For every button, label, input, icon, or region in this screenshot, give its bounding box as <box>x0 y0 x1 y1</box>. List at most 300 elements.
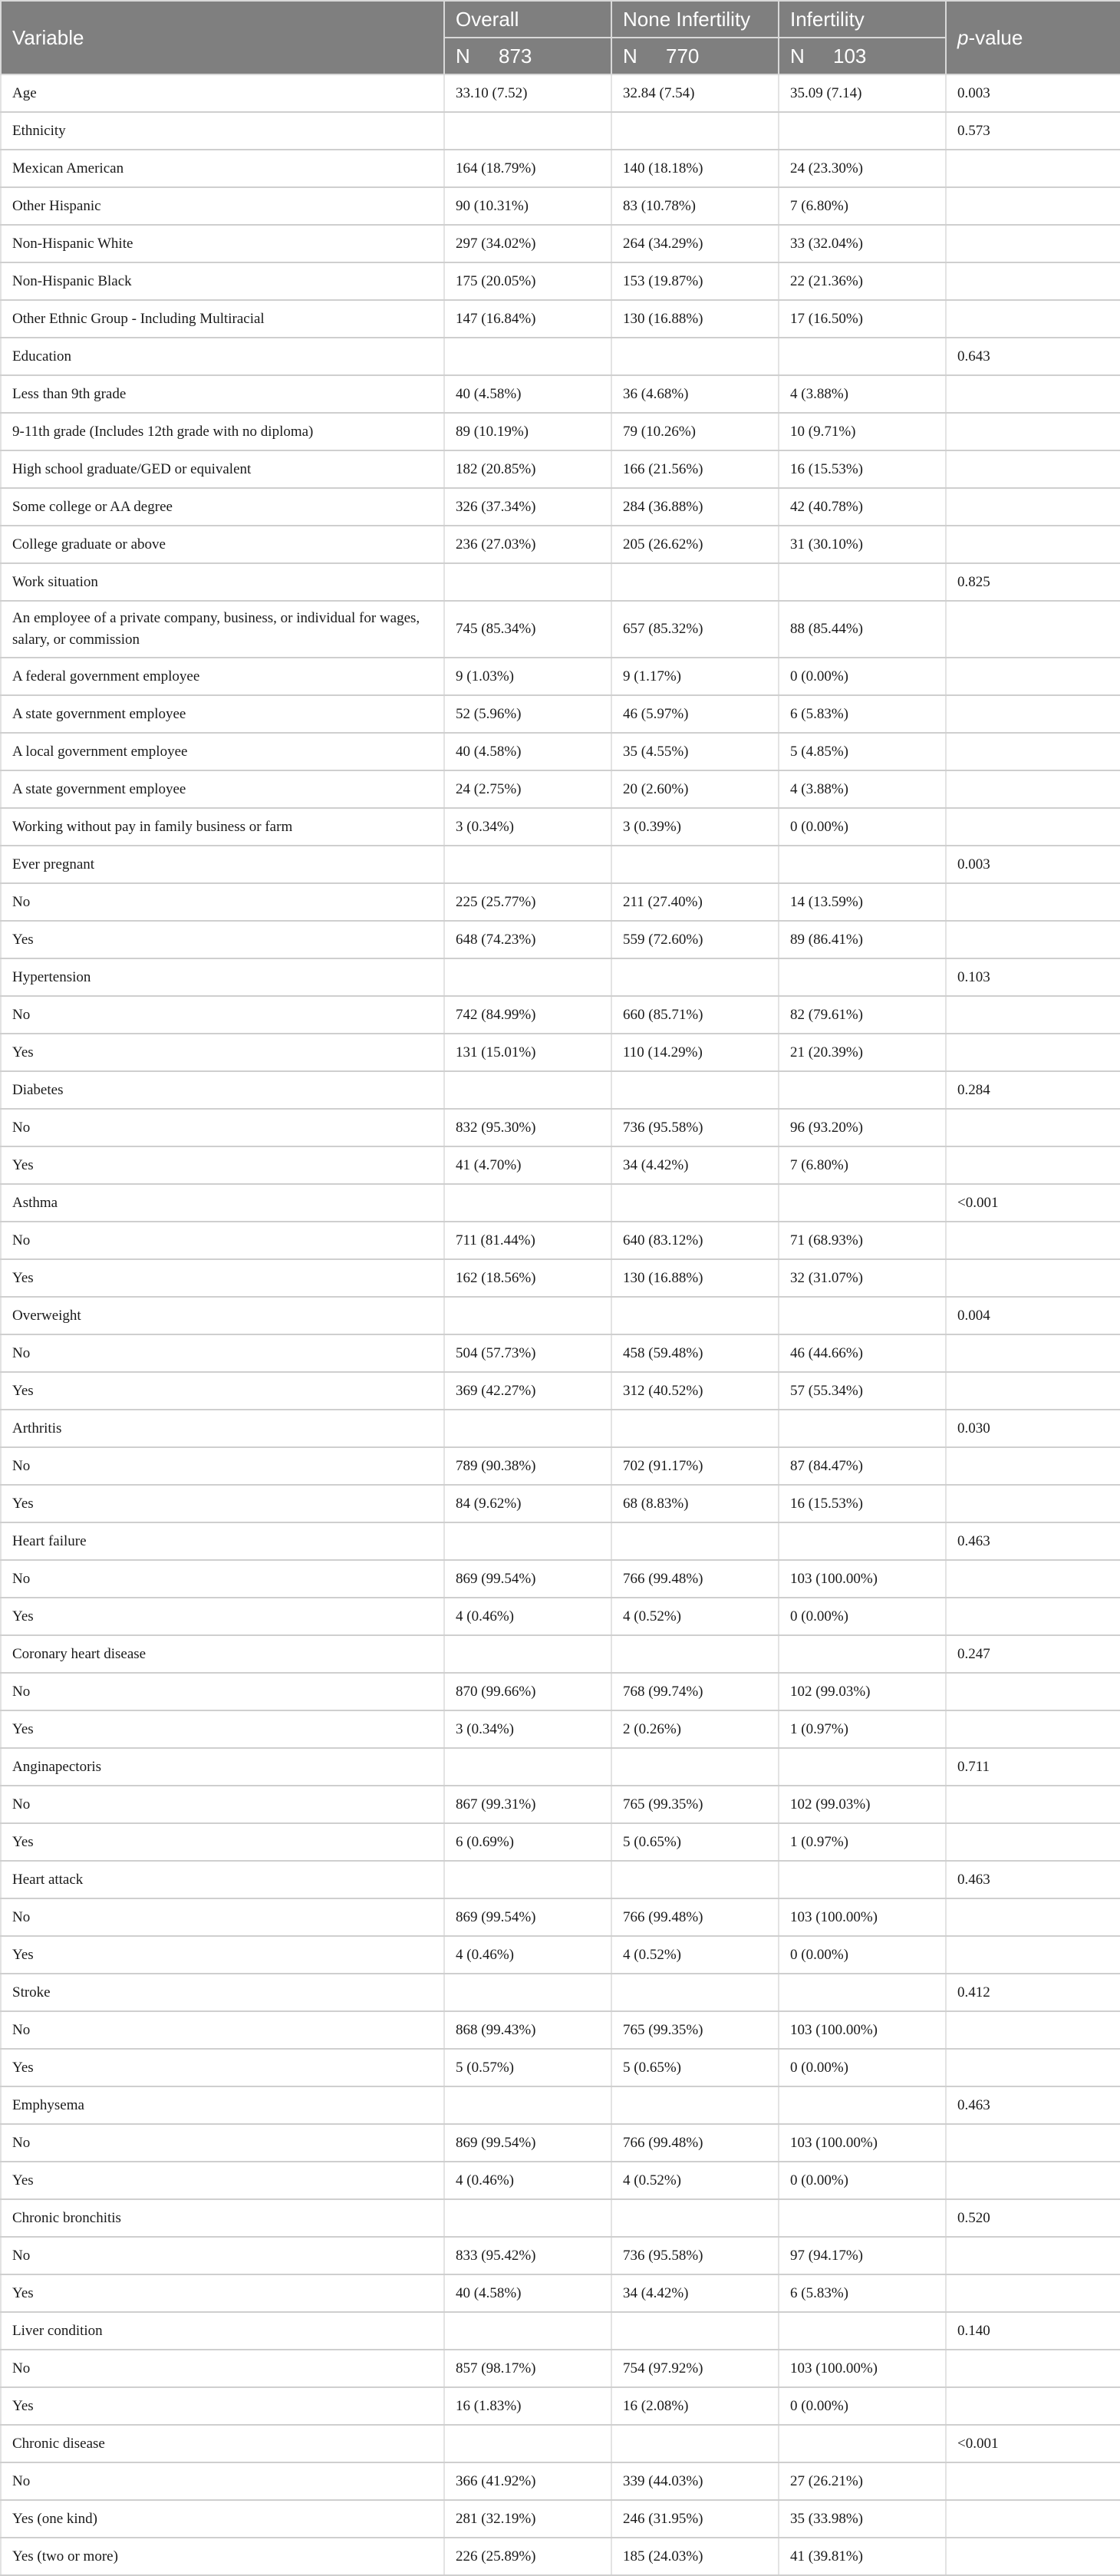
none-infertility-cell: 36 (4.68%) <box>611 375 779 413</box>
variable-cell: Yes <box>1 1485 444 1522</box>
none-infertility-cell <box>611 112 779 150</box>
infertility-cell <box>779 563 946 601</box>
variable-cell: No <box>1 1898 444 1936</box>
none-infertility-cell: 559 (72.60%) <box>611 921 779 958</box>
variable-cell: Stroke <box>1 1974 444 2011</box>
p-value-cell: 0.003 <box>946 74 1120 112</box>
infertility-cell: 97 (94.17%) <box>779 2237 946 2274</box>
variable-cell: Yes <box>1 1936 444 1974</box>
none-infertility-cell: 660 (85.71%) <box>611 996 779 1034</box>
overall-cell: 504 (57.73%) <box>444 1334 611 1372</box>
infertility-cell <box>779 1974 946 2011</box>
variable-cell: Ever pregnant <box>1 846 444 883</box>
none-infertility-cell: 34 (4.42%) <box>611 1146 779 1184</box>
none-infertility-cell: 736 (95.58%) <box>611 1109 779 1146</box>
none-infertility-cell: 185 (24.03%) <box>611 2538 779 2575</box>
infertility-cell: 0 (0.00%) <box>779 2049 946 2086</box>
variable-cell: Overweight <box>1 1297 444 1334</box>
infertility-cell: 0 (0.00%) <box>779 1598 946 1635</box>
infertility-cell: 103 (100.00%) <box>779 2350 946 2387</box>
none-infertility-cell <box>611 2199 779 2237</box>
table-row <box>1 1297 1120 1334</box>
p-value-cell <box>946 2011 1120 2049</box>
none-infertility-cell: 765 (99.35%) <box>611 2011 779 2049</box>
variable-cell: No <box>1 2462 444 2500</box>
table-row <box>1 770 1120 808</box>
table-row <box>1 1598 1120 1635</box>
p-value-cell <box>946 658 1120 695</box>
infertility-cell: 10 (9.71%) <box>779 413 946 450</box>
p-value-cell <box>946 375 1120 413</box>
table-row <box>1 1259 1120 1297</box>
overall-cell: 3 (0.34%) <box>444 808 611 846</box>
p-value-cell: 0.825 <box>946 563 1120 601</box>
overall-cell: 16 (1.83%) <box>444 2387 611 2425</box>
p-value-cell: 0.463 <box>946 1861 1120 1898</box>
variable-cell: Yes <box>1 1259 444 1297</box>
overall-cell: 175 (20.05%) <box>444 262 611 300</box>
none-infertility-cell: 2 (0.26%) <box>611 1710 779 1748</box>
table-row <box>1 1372 1120 1410</box>
table-row <box>1 1146 1120 1184</box>
p-value-cell <box>946 150 1120 187</box>
overall-cell: 5 (0.57%) <box>444 2049 611 2086</box>
variable-cell: Hypertension <box>1 958 444 996</box>
p-value-cell <box>946 1372 1120 1410</box>
table-row <box>1 413 1120 450</box>
infertility-cell: 16 (15.53%) <box>779 450 946 488</box>
p-value-cell <box>946 1823 1120 1861</box>
p-value-cell <box>946 1898 1120 1936</box>
infertility-cell: 103 (100.00%) <box>779 2124 946 2162</box>
overall-cell: 326 (37.34%) <box>444 488 611 526</box>
overall-cell: 857 (98.17%) <box>444 2350 611 2387</box>
infertility-cell: 46 (44.66%) <box>779 1334 946 1372</box>
p-value-cell <box>946 2237 1120 2274</box>
infertility-cell: 1 (0.97%) <box>779 1823 946 1861</box>
infertility-cell: 33 (32.04%) <box>779 225 946 262</box>
table-row <box>1 808 1120 846</box>
variable-cell: 9-11th grade (Includes 12th grade with no diploma) <box>1 413 444 450</box>
variable-cell: No <box>1 2237 444 2274</box>
variable-cell: No <box>1 1109 444 1146</box>
infertility-cell: 102 (99.03%) <box>779 1786 946 1823</box>
variable-cell: No <box>1 1673 444 1710</box>
table-row <box>1 1936 1120 1974</box>
overall-cell <box>444 1861 611 1898</box>
table-row <box>1 1522 1120 1560</box>
p-value-cell <box>946 450 1120 488</box>
overall-cell: 225 (25.77%) <box>444 883 611 921</box>
none-infertility-cell: 766 (99.48%) <box>611 2124 779 2162</box>
overall-cell: 867 (99.31%) <box>444 1786 611 1823</box>
variable-cell: Yes (two or more) <box>1 2538 444 2575</box>
overall-cell: 869 (99.54%) <box>444 1898 611 1936</box>
p-value-cell <box>946 2538 1120 2575</box>
p-value-cell <box>946 733 1120 770</box>
p-value-cell <box>946 413 1120 450</box>
none-infertility-cell: 3 (0.39%) <box>611 808 779 846</box>
variable-cell: Other Hispanic <box>1 187 444 225</box>
none-infertility-cell <box>611 1184 779 1222</box>
table-row <box>1 488 1120 526</box>
infertility-cell <box>779 2086 946 2124</box>
overall-cell: 162 (18.56%) <box>444 1259 611 1297</box>
p-value-cell <box>946 488 1120 526</box>
table-row <box>1 150 1120 187</box>
none-infertility-cell: 68 (8.83%) <box>611 1485 779 1522</box>
variable-cell: Chronic disease <box>1 2425 444 2462</box>
none-infertility-cell: 768 (99.74%) <box>611 1673 779 1710</box>
variable-cell: Arthritis <box>1 1410 444 1447</box>
infertility-cell <box>779 1184 946 1222</box>
table-row <box>1 2312 1120 2350</box>
overall-cell: 648 (74.23%) <box>444 921 611 958</box>
p-value-cell <box>946 187 1120 225</box>
table-row <box>1 112 1120 150</box>
table-row <box>1 883 1120 921</box>
overall-cell <box>444 958 611 996</box>
variable-cell: Emphysema <box>1 2086 444 2124</box>
p-value-cell <box>946 770 1120 808</box>
variable-cell: Ethnicity <box>1 112 444 150</box>
variable-cell: No <box>1 1222 444 1259</box>
infertility-cell <box>779 2199 946 2237</box>
table-row <box>1 225 1120 262</box>
none-infertility-cell: 32.84 (7.54) <box>611 74 779 112</box>
p-value-cell <box>946 2387 1120 2425</box>
variable-cell: No <box>1 1786 444 1823</box>
overall-cell: 131 (15.01%) <box>444 1034 611 1071</box>
overall-cell: 833 (95.42%) <box>444 2237 611 2274</box>
variable-cell: Yes <box>1 1372 444 1410</box>
none-infertility-cell: 166 (21.56%) <box>611 450 779 488</box>
none-infertility-cell: 702 (91.17%) <box>611 1447 779 1485</box>
p-value-cell: 0.463 <box>946 1522 1120 1560</box>
table-row <box>1 300 1120 338</box>
infertility-cell: 41 (39.81%) <box>779 2538 946 2575</box>
none-infertility-cell <box>611 1297 779 1334</box>
none-infertility-cell: 130 (16.88%) <box>611 300 779 338</box>
overall-cell <box>444 2312 611 2350</box>
p-value-cell: 0.284 <box>946 1071 1120 1109</box>
overall-cell: 90 (10.31%) <box>444 187 611 225</box>
none-infertility-cell <box>611 846 779 883</box>
table-row <box>1 526 1120 563</box>
overall-cell: 226 (25.89%) <box>444 2538 611 2575</box>
table-row <box>1 338 1120 375</box>
none-infertility-cell: 205 (26.62%) <box>611 526 779 563</box>
overall-cell: 40 (4.58%) <box>444 2274 611 2312</box>
header-p-suffix: -value <box>968 25 1023 49</box>
overall-cell <box>444 846 611 883</box>
p-value-cell <box>946 1673 1120 1710</box>
table-row <box>1 563 1120 601</box>
table-row <box>1 1034 1120 1071</box>
table-row <box>1 996 1120 1034</box>
infertility-cell: 0 (0.00%) <box>779 2387 946 2425</box>
n-label: N <box>623 44 637 68</box>
overall-cell: 147 (16.84%) <box>444 300 611 338</box>
none-infertility-cell: 284 (36.88%) <box>611 488 779 526</box>
overall-cell <box>444 1974 611 2011</box>
p-value-cell <box>946 225 1120 262</box>
table-row <box>1 1635 1120 1673</box>
overall-cell: 742 (84.99%) <box>444 996 611 1034</box>
infertility-cell: 7 (6.80%) <box>779 187 946 225</box>
none-infertility-cell: 153 (19.87%) <box>611 262 779 300</box>
infertility-cell: 102 (99.03%) <box>779 1673 946 1710</box>
table-row <box>1 262 1120 300</box>
none-infertility-cell: 110 (14.29%) <box>611 1034 779 1071</box>
overall-cell: 40 (4.58%) <box>444 375 611 413</box>
table-row <box>1 450 1120 488</box>
table-row <box>1 601 1120 658</box>
table-row <box>1 921 1120 958</box>
overall-cell <box>444 2425 611 2462</box>
table-row <box>1 1222 1120 1259</box>
infertility-cell: 71 (68.93%) <box>779 1222 946 1259</box>
table-row <box>1 1447 1120 1485</box>
variable-cell: Chronic bronchitis <box>1 2199 444 2237</box>
infertility-cell: 88 (85.44%) <box>779 601 946 658</box>
overall-cell: 236 (27.03%) <box>444 526 611 563</box>
variable-cell: Age <box>1 74 444 112</box>
table-row <box>1 1184 1120 1222</box>
table-row <box>1 2462 1120 2500</box>
table-row <box>1 1673 1120 1710</box>
overall-cell: 4 (0.46%) <box>444 1598 611 1635</box>
header-p-italic: p <box>957 25 969 49</box>
p-value-cell <box>946 1598 1120 1635</box>
p-value-cell: 0.520 <box>946 2199 1120 2237</box>
overall-cell <box>444 338 611 375</box>
none-infertility-cell: 34 (4.42%) <box>611 2274 779 2312</box>
none-infertility-cell: 79 (10.26%) <box>611 413 779 450</box>
none-infertility-cell <box>611 338 779 375</box>
none-infertility-cell: 4 (0.52%) <box>611 1598 779 1635</box>
table-row <box>1 2425 1120 2462</box>
variable-cell: No <box>1 996 444 1034</box>
header-n-infertility <box>779 38 946 74</box>
infertility-cell: 5 (4.85%) <box>779 733 946 770</box>
table-row <box>1 2538 1120 2575</box>
table-row <box>1 1861 1120 1898</box>
p-value-cell <box>946 695 1120 733</box>
overall-cell: 869 (99.54%) <box>444 1560 611 1598</box>
overall-cell: 40 (4.58%) <box>444 733 611 770</box>
table-row <box>1 733 1120 770</box>
infertility-cell <box>779 338 946 375</box>
infertility-cell: 22 (21.36%) <box>779 262 946 300</box>
overall-cell: 33.10 (7.52) <box>444 74 611 112</box>
header-overall: Overall <box>444 1 611 38</box>
none-infertility-cell: 20 (2.60%) <box>611 770 779 808</box>
table-row <box>1 187 1120 225</box>
variable-cell: Yes <box>1 1146 444 1184</box>
p-value-cell <box>946 2162 1120 2199</box>
overall-cell: 6 (0.69%) <box>444 1823 611 1861</box>
overall-cell: 89 (10.19%) <box>444 413 611 450</box>
none-infertility-cell: 766 (99.48%) <box>611 1560 779 1598</box>
header-variable: Variable <box>1 1 444 74</box>
p-value-cell: 0.004 <box>946 1297 1120 1334</box>
infertility-cell: 6 (5.83%) <box>779 2274 946 2312</box>
p-value-cell: 0.103 <box>946 958 1120 996</box>
overall-cell: 789 (90.38%) <box>444 1447 611 1485</box>
overall-cell: 869 (99.54%) <box>444 2124 611 2162</box>
variable-cell: Yes <box>1 2274 444 2312</box>
overall-cell: 3 (0.34%) <box>444 1710 611 1748</box>
table-row <box>1 74 1120 112</box>
table-row <box>1 2162 1120 2199</box>
infertility-cell: 35.09 (7.14) <box>779 74 946 112</box>
p-value-cell <box>946 1334 1120 1372</box>
infertility-cell: 103 (100.00%) <box>779 1560 946 1598</box>
none-infertility-cell <box>611 1861 779 1898</box>
table-row <box>1 846 1120 883</box>
infertility-cell <box>779 2312 946 2350</box>
infertility-cell: 0 (0.00%) <box>779 2162 946 2199</box>
n-value: 770 <box>666 44 700 68</box>
none-infertility-cell: 766 (99.48%) <box>611 1898 779 1936</box>
p-value-cell: <0.001 <box>946 2425 1120 2462</box>
variable-cell: Liver condition <box>1 2312 444 2350</box>
variable-cell: No <box>1 883 444 921</box>
table-row <box>1 1786 1120 1823</box>
variable-cell: No <box>1 2011 444 2049</box>
variable-cell: Yes <box>1 2162 444 2199</box>
table-row <box>1 1560 1120 1598</box>
none-infertility-cell: 736 (95.58%) <box>611 2237 779 2274</box>
infertility-cell: 24 (23.30%) <box>779 150 946 187</box>
p-value-cell <box>946 883 1120 921</box>
table-row <box>1 2049 1120 2086</box>
overall-cell: 24 (2.75%) <box>444 770 611 808</box>
variable-cell: Diabetes <box>1 1071 444 1109</box>
overall-cell: 9 (1.03%) <box>444 658 611 695</box>
none-infertility-cell: 5 (0.65%) <box>611 2049 779 2086</box>
overall-cell: 84 (9.62%) <box>444 1485 611 1522</box>
variable-cell: Yes <box>1 2387 444 2425</box>
p-value-cell: 0.711 <box>946 1748 1120 1786</box>
overall-cell: 369 (42.27%) <box>444 1372 611 1410</box>
table-row <box>1 1748 1120 1786</box>
overall-cell <box>444 1410 611 1447</box>
variable-cell: Heart attack <box>1 1861 444 1898</box>
infertility-cell: 4 (3.88%) <box>779 770 946 808</box>
infertility-cell <box>779 1861 946 1898</box>
p-value-cell <box>946 2350 1120 2387</box>
table-row <box>1 1974 1120 2011</box>
variable-cell: An employee of a private company, business, or individual for wages, salary, or commission <box>1 601 444 658</box>
none-infertility-cell: 312 (40.52%) <box>611 1372 779 1410</box>
variable-cell: Education <box>1 338 444 375</box>
p-value-cell: 0.573 <box>946 112 1120 150</box>
none-infertility-cell: 5 (0.65%) <box>611 1823 779 1861</box>
infertility-cell <box>779 1297 946 1334</box>
infertility-cell <box>779 1635 946 1673</box>
n-value: 873 <box>499 44 532 68</box>
p-value-cell <box>946 1710 1120 1748</box>
p-value-cell <box>946 1034 1120 1071</box>
infertility-cell: 42 (40.78%) <box>779 488 946 526</box>
variable-cell: A local government employee <box>1 733 444 770</box>
infertility-cell <box>779 1748 946 1786</box>
none-infertility-cell: 35 (4.55%) <box>611 733 779 770</box>
infertility-cell <box>779 2425 946 2462</box>
table-row <box>1 1109 1120 1146</box>
none-infertility-cell <box>611 2312 779 2350</box>
infertility-cell: 17 (16.50%) <box>779 300 946 338</box>
variable-cell: No <box>1 1334 444 1372</box>
none-infertility-cell: 4 (0.52%) <box>611 1936 779 1974</box>
infertility-cell: 87 (84.47%) <box>779 1447 946 1485</box>
infertility-cell: 6 (5.83%) <box>779 695 946 733</box>
infertility-cell: 57 (55.34%) <box>779 1372 946 1410</box>
p-value-cell <box>946 1786 1120 1823</box>
overall-cell: 870 (99.66%) <box>444 1673 611 1710</box>
p-value-cell: 0.003 <box>946 846 1120 883</box>
table-row <box>1 1071 1120 1109</box>
infertility-cell <box>779 1522 946 1560</box>
none-infertility-cell <box>611 1071 779 1109</box>
p-value-cell: 0.643 <box>946 338 1120 375</box>
table-row <box>1 1410 1120 1447</box>
none-infertility-cell: 339 (44.03%) <box>611 2462 779 2500</box>
table-row <box>1 958 1120 996</box>
infertility-cell: 4 (3.88%) <box>779 375 946 413</box>
variable-cell: A state government employee <box>1 695 444 733</box>
p-value-cell: 0.463 <box>946 2086 1120 2124</box>
infertility-cell: 31 (30.10%) <box>779 526 946 563</box>
table-body <box>1 74 1120 2575</box>
infertility-cell: 0 (0.00%) <box>779 1936 946 1974</box>
overall-cell <box>444 2086 611 2124</box>
p-value-cell: <0.001 <box>946 1184 1120 1222</box>
infertility-cell: 32 (31.07%) <box>779 1259 946 1297</box>
p-value-cell <box>946 921 1120 958</box>
variable-cell: Less than 9th grade <box>1 375 444 413</box>
header-n-overall <box>444 38 611 74</box>
none-infertility-cell: 4 (0.52%) <box>611 2162 779 2199</box>
table-row <box>1 2274 1120 2312</box>
overall-cell: 182 (20.85%) <box>444 450 611 488</box>
overall-cell <box>444 1522 611 1560</box>
infertility-cell <box>779 1071 946 1109</box>
n-value: 103 <box>833 44 867 68</box>
header-n-none <box>611 38 779 74</box>
p-value-cell <box>946 996 1120 1034</box>
p-value-cell: 0.412 <box>946 1974 1120 2011</box>
variable-cell: Yes (one kind) <box>1 2500 444 2538</box>
table-row <box>1 2124 1120 2162</box>
infertility-cell: 21 (20.39%) <box>779 1034 946 1071</box>
variable-cell: Heart failure <box>1 1522 444 1560</box>
p-value-cell <box>946 1936 1120 1974</box>
none-infertility-cell: 657 (85.32%) <box>611 601 779 658</box>
overall-cell: 297 (34.02%) <box>444 225 611 262</box>
table-row <box>1 658 1120 695</box>
p-value-cell <box>946 526 1120 563</box>
p-value-cell <box>946 262 1120 300</box>
p-value-cell <box>946 2124 1120 2162</box>
header-p-value <box>946 1 1120 74</box>
none-infertility-cell <box>611 1748 779 1786</box>
table-row <box>1 2350 1120 2387</box>
p-value-cell <box>946 300 1120 338</box>
variable-cell: A federal government employee <box>1 658 444 695</box>
